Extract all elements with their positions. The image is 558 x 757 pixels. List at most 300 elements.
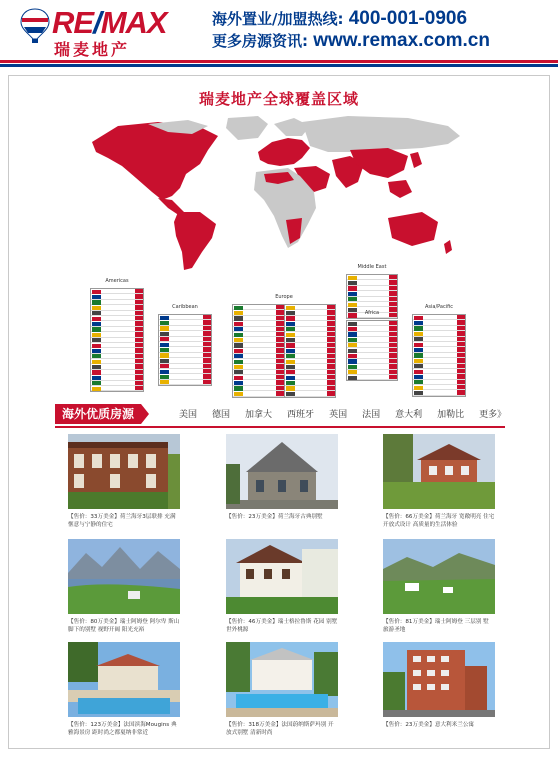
region-table-marker xyxy=(203,315,211,319)
region-table-marker xyxy=(457,364,465,368)
region-table-cell xyxy=(102,327,135,331)
region-table-marker xyxy=(457,320,465,324)
region-table-marker xyxy=(276,391,284,395)
region-table-marker xyxy=(327,380,335,384)
flag-icon xyxy=(286,316,295,320)
region-table-cell xyxy=(358,297,389,301)
region-table-marker xyxy=(389,275,397,279)
flag-icon xyxy=(348,322,357,326)
region-table-cell xyxy=(102,364,135,368)
region-table-cell xyxy=(170,337,203,341)
region-table-marker xyxy=(135,316,143,320)
region-table-title: Africa xyxy=(364,310,380,316)
region-table-marker xyxy=(389,280,397,284)
region-table-marker xyxy=(389,326,397,330)
listing-caption: 【售价：33万美金】荷兰海牙3层联排 充满惬意与宁静的住宅 xyxy=(68,514,176,528)
listing-card[interactable] xyxy=(226,539,338,634)
map-title: 瑞麦地产全球覆盖区域 xyxy=(198,90,359,108)
region-table-marker xyxy=(203,326,211,330)
flag-icon xyxy=(160,359,169,363)
region-table-marker xyxy=(389,286,397,290)
listing-card[interactable] xyxy=(68,434,180,529)
region-table-marker xyxy=(327,386,335,390)
region-table-marker xyxy=(457,347,465,351)
region-table-marker xyxy=(327,343,335,347)
region-table-cell xyxy=(102,332,135,336)
region-table-cell xyxy=(244,343,276,347)
logo-wordmark: RE/MAX xyxy=(52,5,167,40)
flag-icon xyxy=(348,327,357,331)
flag-icon xyxy=(286,306,295,310)
listing-card[interactable] xyxy=(383,539,495,634)
listing-card[interactable] xyxy=(383,434,495,529)
listing-caption: 【售价：81万美金】瑞士阿姆登 三层别 墅 旅游圣地 xyxy=(383,619,489,633)
website-link[interactable]: www.remax.com.cn xyxy=(313,30,490,51)
region-table xyxy=(158,304,212,386)
flag-icon xyxy=(234,381,243,385)
flag-icon xyxy=(234,360,243,364)
flag-icon xyxy=(414,353,423,357)
flag-icon xyxy=(92,365,101,369)
region-table-cell xyxy=(296,348,328,352)
region-table-marker xyxy=(457,331,465,335)
region-table-cell xyxy=(102,370,135,374)
region-table-cell xyxy=(296,332,328,336)
region-table-marker xyxy=(203,380,211,384)
region-table-cell xyxy=(424,331,457,335)
region-table-cell xyxy=(424,364,457,368)
region-table-cell xyxy=(296,370,328,374)
region-table-marker xyxy=(276,364,284,368)
listing-photo xyxy=(383,434,495,509)
flag-icon xyxy=(234,338,243,342)
region-table-cell xyxy=(170,315,203,319)
region-table-marker xyxy=(135,381,143,385)
region-table-cell xyxy=(424,315,457,319)
balloon-icon xyxy=(20,8,50,44)
flag-icon xyxy=(414,359,423,363)
region-table-marker xyxy=(327,348,335,352)
flag-icon xyxy=(234,376,243,380)
flag-icon xyxy=(348,359,357,363)
region-table-marker xyxy=(203,342,211,346)
region-table-marker xyxy=(203,374,211,378)
region-table xyxy=(90,278,144,392)
flag-icon xyxy=(234,349,243,353)
tab-uk[interactable]: 英国 xyxy=(329,410,348,420)
region-table-marker xyxy=(203,364,211,368)
flag-icon xyxy=(348,349,357,353)
region-table-cell xyxy=(170,353,203,357)
region-table-row xyxy=(285,391,336,396)
flag-icon xyxy=(348,376,357,380)
region-table-title: Asia/Pacific xyxy=(424,304,454,310)
tab-more[interactable]: 更多》 xyxy=(479,410,507,420)
region-table-marker xyxy=(135,300,143,304)
region-table-cell xyxy=(244,327,276,331)
flag-icon xyxy=(286,343,295,347)
region-table-cell xyxy=(170,374,203,378)
flag-icon xyxy=(286,327,295,331)
region-table-marker xyxy=(327,310,335,314)
region-table xyxy=(412,304,466,397)
contact-info xyxy=(212,8,490,52)
listing-card[interactable] xyxy=(68,642,180,737)
listing-card[interactable] xyxy=(226,434,338,521)
listing-caption: 【售价：23万美金】意大利米兰公寓 xyxy=(383,722,475,728)
region-table-marker xyxy=(203,369,211,373)
region-table-row xyxy=(347,375,397,380)
region-table-marker xyxy=(135,294,143,298)
region-table-marker xyxy=(276,348,284,352)
flag-icon xyxy=(286,311,295,315)
region-table-cell xyxy=(358,359,389,363)
region-table-cell xyxy=(102,289,135,293)
region-table-marker xyxy=(135,348,143,352)
flag-icon xyxy=(348,276,357,280)
region-table-marker xyxy=(135,338,143,342)
region-table-marker xyxy=(203,347,211,351)
region-table-row xyxy=(413,390,465,395)
listing-photo xyxy=(68,642,180,717)
region-table-marker xyxy=(203,353,211,357)
region-table-marker xyxy=(135,370,143,374)
region-table-cell xyxy=(244,391,276,395)
region-table-cell xyxy=(102,305,135,309)
section-divider xyxy=(55,426,505,428)
region-table-marker xyxy=(457,342,465,346)
region-table-marker xyxy=(276,370,284,374)
flag-icon xyxy=(414,332,423,336)
region-table-cell xyxy=(424,390,457,394)
region-table-cell xyxy=(358,326,389,330)
flag-icon xyxy=(92,290,101,294)
flag-icon xyxy=(348,332,357,336)
website-label: 更多房源资讯: xyxy=(212,32,308,50)
flag-icon xyxy=(348,370,357,374)
flag-icon xyxy=(414,337,423,341)
listing-photo xyxy=(226,539,338,614)
flag-icon xyxy=(92,360,101,364)
flag-icon xyxy=(160,343,169,347)
region-table-marker xyxy=(389,359,397,363)
region-table-cell xyxy=(358,353,389,357)
region-table-cell xyxy=(244,364,276,368)
region-table-cell xyxy=(102,300,135,304)
region-table-cell xyxy=(170,320,203,324)
region-table-marker xyxy=(457,369,465,373)
flag-icon xyxy=(92,327,101,331)
region-table-marker xyxy=(327,375,335,379)
region-table-cell xyxy=(244,337,276,341)
listing-caption: 【售价：23万美金】荷兰海牙古典别墅 xyxy=(226,514,323,520)
header-stripe-blue xyxy=(0,64,558,67)
region-table-cell xyxy=(424,342,457,346)
region-table-cell xyxy=(296,343,328,347)
region-table-cell xyxy=(244,321,276,325)
region-table-marker xyxy=(135,311,143,315)
tab-spain[interactable]: 西班牙 xyxy=(287,410,315,420)
flag-icon xyxy=(348,297,357,301)
region-table-marker xyxy=(135,354,143,358)
region-table-marker xyxy=(389,321,397,325)
flag-icon xyxy=(92,344,101,348)
region-table-marker xyxy=(389,302,397,306)
region-table-cell xyxy=(244,310,276,314)
region-table-title: Caribbean xyxy=(172,304,198,310)
region-table-marker xyxy=(276,337,284,341)
flag-icon xyxy=(234,354,243,358)
region-table-cell xyxy=(358,337,389,341)
region-table-cell xyxy=(296,386,328,390)
region-table-marker xyxy=(135,321,143,325)
region-table-marker xyxy=(327,327,335,331)
region-table-marker xyxy=(276,386,284,390)
region-table-cell xyxy=(170,380,203,384)
flag-icon xyxy=(234,322,243,326)
region-table-cell xyxy=(102,375,135,379)
region-table-marker xyxy=(276,327,284,331)
tab-usa[interactable]: 美国 xyxy=(179,410,198,420)
region-table-cell xyxy=(102,321,135,325)
australia-region xyxy=(388,212,438,246)
listing-card[interactable] xyxy=(68,539,180,634)
region-table-marker xyxy=(203,320,211,324)
listing-caption: 【售价：66万美金】荷兰海牙 宽敞明亮 住宅开放式设计 高质量的生活体验 xyxy=(383,514,495,528)
flag-icon xyxy=(286,322,295,326)
flag-icon xyxy=(234,343,243,347)
region-table-cell xyxy=(102,311,135,315)
region-table-cell xyxy=(244,305,276,309)
region-table-marker xyxy=(276,380,284,384)
flag-icon xyxy=(286,360,295,364)
region-table-title: Americas xyxy=(105,278,129,284)
region-table-row xyxy=(91,386,143,391)
region-table-cell xyxy=(424,385,457,389)
tab-canada[interactable]: 加拿大 xyxy=(245,410,273,420)
region-table-cell xyxy=(424,337,457,341)
listing-photo xyxy=(68,434,180,509)
north-america-region xyxy=(92,122,218,200)
region-table-marker xyxy=(203,337,211,341)
region-table-cell xyxy=(296,354,328,358)
tab-caribbean[interactable]: 加勒比 xyxy=(437,410,465,420)
flag-icon xyxy=(160,380,169,384)
flag-icon xyxy=(234,365,243,369)
tab-germany[interactable]: 德国 xyxy=(212,410,231,420)
region-table-marker xyxy=(457,315,465,319)
listing-photo xyxy=(383,539,495,614)
flag-icon xyxy=(286,386,295,390)
region-table-marker xyxy=(276,321,284,325)
flag-icon xyxy=(414,375,423,379)
region-table-marker xyxy=(389,332,397,336)
flag-icon xyxy=(234,370,243,374)
region-table-marker xyxy=(457,337,465,341)
region-table-cell xyxy=(358,375,389,379)
region-table-marker xyxy=(389,337,397,341)
region-table-marker xyxy=(457,353,465,357)
region-table-cell xyxy=(170,331,203,335)
region-table-marker xyxy=(327,364,335,368)
region-table-cell xyxy=(358,321,389,325)
region-table-marker xyxy=(457,326,465,330)
region-table-cell xyxy=(296,310,328,314)
flag-icon xyxy=(414,321,423,325)
flag-icon xyxy=(160,364,169,368)
remax-logo xyxy=(20,5,167,60)
region-table-marker xyxy=(389,364,397,368)
region-table-marker xyxy=(276,359,284,363)
flag-icon xyxy=(92,322,101,326)
region-table xyxy=(232,294,336,398)
region-table-marker xyxy=(327,354,335,358)
region-table-cell xyxy=(296,337,328,341)
world-coverage-map xyxy=(88,112,468,272)
flag-icon xyxy=(160,353,169,357)
region-table-marker xyxy=(457,374,465,378)
flag-icon xyxy=(348,286,357,290)
flag-icon xyxy=(92,317,101,321)
region-table-marker xyxy=(135,386,143,390)
region-table-cell xyxy=(244,359,276,363)
region-table-title: Middle East xyxy=(357,264,387,270)
flag-icon xyxy=(92,311,101,315)
flag-icon xyxy=(234,327,243,331)
flag-icon xyxy=(286,392,295,396)
region-table-cell xyxy=(358,280,389,284)
region-table-marker xyxy=(327,305,335,309)
region-table-cell xyxy=(244,375,276,379)
region-table-cell xyxy=(244,354,276,358)
region-table-cell xyxy=(424,320,457,324)
featured-listings-bar xyxy=(55,404,505,424)
flag-icon xyxy=(348,303,357,307)
region-table xyxy=(346,310,398,381)
region-table-marker xyxy=(135,364,143,368)
region-table-cell xyxy=(170,326,203,330)
region-table-marker xyxy=(203,331,211,335)
flag-icon xyxy=(414,380,423,384)
region-table-title: Europe xyxy=(275,294,293,300)
region-table-cell xyxy=(296,359,328,363)
flag-icon xyxy=(234,306,243,310)
region-table-cell xyxy=(424,374,457,378)
flag-icon xyxy=(160,375,169,379)
region-table-marker xyxy=(457,385,465,389)
region-table-cell xyxy=(244,380,276,384)
listing-caption: 【售价：123万美金】法国滨海Mougins 典雅海景房 距时尚之都戛纳非常近 xyxy=(68,722,177,736)
flag-icon xyxy=(92,381,101,385)
region-table-marker xyxy=(135,289,143,293)
region-table-cell xyxy=(296,364,328,368)
listing-caption: 【售价：46万美金】瑞士格拉鲁斯 花园 别墅 世外桃源 xyxy=(226,619,338,633)
flag-icon xyxy=(286,381,295,385)
listing-card[interactable] xyxy=(226,642,338,737)
region-table-marker xyxy=(135,375,143,379)
flag-icon xyxy=(234,386,243,390)
flag-icon xyxy=(348,365,357,369)
region-table-marker xyxy=(276,310,284,314)
region-table-cell xyxy=(358,348,389,352)
region-table-cell xyxy=(244,316,276,320)
region-table-marker xyxy=(327,370,335,374)
region-table-marker xyxy=(389,370,397,374)
flag-icon xyxy=(160,332,169,336)
flag-icon xyxy=(160,348,169,352)
region-table-cell xyxy=(102,354,135,358)
header-stripe-red xyxy=(0,60,558,63)
flag-icon xyxy=(286,354,295,358)
region-table-cell xyxy=(424,358,457,362)
tab-france[interactable]: 法国 xyxy=(362,410,381,420)
region-table-marker xyxy=(276,343,284,347)
region-table-cell xyxy=(296,391,328,395)
flag-icon xyxy=(286,365,295,369)
region-table-marker xyxy=(327,359,335,363)
flag-icon xyxy=(414,326,423,330)
flag-icon xyxy=(92,354,101,358)
region-table-marker xyxy=(389,343,397,347)
flag-icon xyxy=(234,392,243,396)
flag-icon xyxy=(160,326,169,330)
region-table-cell xyxy=(296,327,328,331)
region-table-cell xyxy=(170,364,203,368)
flag-icon xyxy=(92,387,101,391)
region-table-cell xyxy=(102,381,135,385)
region-table-marker xyxy=(276,305,284,309)
region-table-marker xyxy=(457,390,465,394)
flag-icon xyxy=(160,370,169,374)
hotline-value: 400-001-0906 xyxy=(348,8,468,29)
region-table-marker xyxy=(389,291,397,295)
flag-icon xyxy=(286,338,295,342)
region-table-marker xyxy=(203,358,211,362)
listing-caption: 【售价：318万美金】法国蔚纳斯萨玛别 开放式别墅 清新时尚 xyxy=(226,722,334,736)
region-table-marker xyxy=(327,391,335,395)
region-table-cell xyxy=(170,358,203,362)
region-table-cell xyxy=(244,332,276,336)
region-table-marker xyxy=(276,354,284,358)
region-table-cell xyxy=(102,348,135,352)
south-america-region xyxy=(174,212,216,270)
region-table-cell xyxy=(244,370,276,374)
listing-caption: 【售价：80万美金】瑞士阿姆登 阿尔卑 斯山脚下的别墅 视野开阔 阳光充裕 xyxy=(68,619,180,633)
flag-icon xyxy=(286,376,295,380)
region-table-marker xyxy=(389,348,397,352)
region-table-cell xyxy=(296,305,328,309)
region-table-cell xyxy=(244,386,276,390)
region-table-marker xyxy=(135,343,143,347)
flag-icon xyxy=(160,316,169,320)
flag-icon xyxy=(348,338,357,342)
region-table-cell xyxy=(358,343,389,347)
region-table-cell xyxy=(244,348,276,352)
listing-card[interactable] xyxy=(383,642,495,729)
tab-italy[interactable]: 意大利 xyxy=(395,410,423,420)
flag-icon xyxy=(348,292,357,296)
region-table-cell xyxy=(358,332,389,336)
brand-cn: 瑞麦地产 xyxy=(54,40,131,59)
flag-icon xyxy=(92,300,101,304)
region-table-cell xyxy=(102,359,135,363)
flag-icon xyxy=(92,295,101,299)
listing-photo xyxy=(226,642,338,717)
hotline-label: 海外置业/加盟热线: xyxy=(212,10,344,28)
region-table-cell xyxy=(358,286,389,290)
region-table-marker xyxy=(327,337,335,341)
region-table-cell xyxy=(424,369,457,373)
